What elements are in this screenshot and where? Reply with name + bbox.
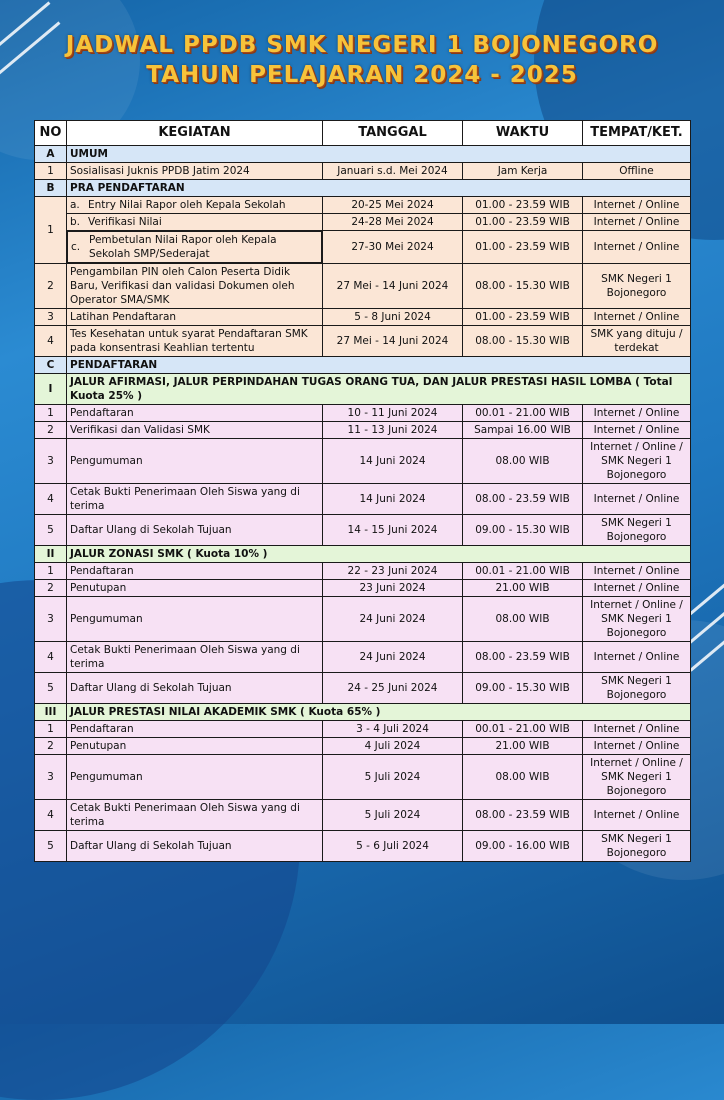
row-no: 3: [35, 309, 67, 326]
row-tempat: Internet / Online: [583, 563, 691, 580]
row-no: 3: [35, 597, 67, 642]
row-tempat: Internet / Online: [583, 309, 691, 326]
jalur-row: [35, 546, 691, 563]
row-kegiatan: Penutupan: [67, 580, 323, 597]
row-no: 3: [35, 755, 67, 800]
row-tempat: SMK Negeri 1 Bojonegoro: [583, 673, 691, 704]
row-no: 4: [35, 800, 67, 831]
title-line-1: JADWAL PPDB SMK NEGERI 1 BOJONEGORO: [65, 32, 659, 58]
row-tanggal: 4 Juli 2024: [323, 738, 463, 755]
table-row: [35, 405, 691, 422]
row-tanggal: 23 Juni 2024: [323, 580, 463, 597]
row-waktu: 08.00 - 23.59 WIB: [463, 642, 583, 673]
table-row: [35, 231, 691, 264]
row-kegiatan: Verifikasi dan Validasi SMK: [67, 422, 323, 439]
row-tanggal: 24 Juni 2024: [323, 597, 463, 642]
row-tempat: Internet / Online: [583, 231, 691, 264]
row-waktu: 08.00 - 23.59 WIB: [463, 800, 583, 831]
table-row: [35, 831, 691, 862]
section-label: PENDAFTARAN: [67, 357, 691, 374]
row-tanggal: 14 Juni 2024: [323, 439, 463, 484]
row-tempat: Internet / Online / SMK Negeri 1 Bojonegoro: [583, 755, 691, 800]
row-tempat: SMK Negeri 1 Bojonegoro: [583, 515, 691, 546]
row-waktu: 09.00 - 15.30 WIB: [463, 515, 583, 546]
row-no: 1: [35, 563, 67, 580]
jalur-no: III: [35, 704, 67, 721]
row-waktu: 09.00 - 15.30 WIB: [463, 673, 583, 704]
sub-letter: c.: [71, 241, 81, 253]
row-waktu: 08.00 - 15.30 WIB: [463, 326, 583, 357]
section-label: PRA PENDAFTARAN: [67, 180, 691, 197]
row-waktu: 08.00 WIB: [463, 439, 583, 484]
row-kegiatan: Daftar Ulang di Sekolah Tujuan: [67, 673, 323, 704]
row-waktu: 08.00 WIB: [463, 597, 583, 642]
header-tanggal: TANGGAL: [323, 121, 463, 146]
table-header-row: [35, 121, 691, 146]
row-kegiatan: Pengumuman: [67, 439, 323, 484]
jalur-label: JALUR AFIRMASI, JALUR PERPINDAHAN TUGAS ORANG TUA, DAN JALUR PRESTASI HASIL LOMBA ( Total Kuota 25% ): [67, 374, 691, 405]
row-waktu: 08.00 WIB: [463, 755, 583, 800]
title-line-2: TAHUN PELAJARAN 2024 - 2025: [146, 62, 578, 88]
row-tempat: Internet / Online: [583, 422, 691, 439]
row-kegiatan: Pendaftaran: [67, 721, 323, 738]
row-kegiatan: Penutupan: [67, 738, 323, 755]
table-row: [35, 163, 691, 180]
row-kegiatan: Pengumuman: [67, 597, 323, 642]
row-tanggal: Januari s.d. Mei 2024: [323, 163, 463, 180]
table-row: [35, 673, 691, 704]
row-no: 1: [35, 163, 67, 180]
row-kegiatan: Daftar Ulang di Sekolah Tujuan: [67, 515, 323, 546]
table-row: [35, 597, 691, 642]
row-tanggal: 20-25 Mei 2024: [323, 197, 463, 214]
table-row: [35, 422, 691, 439]
row-kegiatan: Sosialisasi Juknis PPDB Jatim 2024: [67, 163, 323, 180]
table-row: [35, 264, 691, 309]
section-no: C: [35, 357, 67, 374]
jalur-label: JALUR ZONASI SMK ( Kuota 10% ): [67, 546, 691, 563]
row-kegiatan: Pengambilan PIN oleh Calon Peserta Didik Baru, Verifikasi dan validasi Dokumen oleh Operator SMA/SMK: [67, 264, 323, 309]
section-row: [35, 180, 691, 197]
row-kegiatan: Cetak Bukti Penerimaan Oleh Siswa yang di terima: [67, 484, 323, 515]
row-kegiatan: Cetak Bukti Penerimaan Oleh Siswa yang di terima: [67, 800, 323, 831]
row-tempat: Internet / Online: [583, 580, 691, 597]
row-tanggal: 5 - 8 Juni 2024: [323, 309, 463, 326]
row-tempat: Internet / Online: [583, 721, 691, 738]
header-tempat: TEMPAT/KET.: [583, 121, 691, 146]
row-tempat: SMK Negeri 1 Bojonegoro: [583, 264, 691, 309]
row-kegiatan: Latihan Pendaftaran: [67, 309, 323, 326]
row-tempat: Internet / Online: [583, 214, 691, 231]
row-tanggal: 5 Juli 2024: [323, 800, 463, 831]
header-no: NO: [35, 121, 67, 146]
table-row: [35, 309, 691, 326]
row-waktu: Sampai 16.00 WIB: [463, 422, 583, 439]
row-waktu: 01.00 - 23.59 WIB: [463, 231, 583, 264]
jalur-no: I: [35, 374, 67, 405]
row-no: 5: [35, 515, 67, 546]
row-kegiatan: [67, 231, 322, 263]
row-waktu: 01.00 - 23.59 WIB: [463, 197, 583, 214]
row-no: 4: [35, 642, 67, 673]
row-tempat: SMK yang dituju / terdekat: [583, 326, 691, 357]
section-label: UMUM: [67, 146, 691, 163]
row-no: 1: [35, 721, 67, 738]
row-tanggal: 24 - 25 Juni 2024: [323, 673, 463, 704]
row-tanggal: 27-30 Mei 2024: [323, 231, 463, 264]
jalur-row: [35, 704, 691, 721]
table-row: [35, 738, 691, 755]
page-title: [0, 30, 724, 90]
row-tempat: Internet / Online: [583, 642, 691, 673]
row-no: 4: [35, 326, 67, 357]
row-no: 2: [35, 580, 67, 597]
row-waktu: 21.00 WIB: [463, 738, 583, 755]
jalur-row: [35, 374, 691, 405]
row-tanggal: 11 - 13 Juni 2024: [323, 422, 463, 439]
row-tempat: Internet / Online / SMK Negeri 1 Bojonegoro: [583, 597, 691, 642]
table-row: [35, 642, 691, 673]
row-waktu: Jam Kerja: [463, 163, 583, 180]
row-kegiatan: Daftar Ulang di Sekolah Tujuan: [67, 831, 323, 862]
table-row: [35, 197, 691, 214]
header-kegiatan: KEGIATAN: [67, 121, 323, 146]
row-tanggal: 24-28 Mei 2024: [323, 214, 463, 231]
row-no: 4: [35, 484, 67, 515]
row-tempat: Internet / Online / SMK Negeri 1 Bojonegoro: [583, 439, 691, 484]
row-tempat: Offline: [583, 163, 691, 180]
table-row: [35, 755, 691, 800]
row-tanggal: 5 - 6 Juli 2024: [323, 831, 463, 862]
row-waktu: 00.01 - 21.00 WIB: [463, 405, 583, 422]
row-kegiatan: Pendaftaran: [67, 563, 323, 580]
row-kegiatan: Tes Kesehatan untuk syarat Pendaftaran SMK pada konsentrasi Keahlian tertentu: [67, 326, 323, 357]
row-waktu: 21.00 WIB: [463, 580, 583, 597]
table-row: [35, 439, 691, 484]
row-tanggal: 14 - 15 Juni 2024: [323, 515, 463, 546]
row-no: 2: [35, 422, 67, 439]
row-kegiatan: Cetak Bukti Penerimaan Oleh Siswa yang di terima: [67, 642, 323, 673]
table-row: [35, 800, 691, 831]
row-waktu: 01.00 - 23.59 WIB: [463, 309, 583, 326]
schedule-table: [34, 120, 691, 862]
sub-kegiatan: Entry Nilai Rapor oleh Kepala Sekolah: [88, 199, 286, 211]
row-waktu: 00.01 - 21.00 WIB: [463, 563, 583, 580]
table-row: [35, 563, 691, 580]
sub-kegiatan: Pembetulan Nilai Rapor oleh Kepala Sekolah SMP/Sederajat: [89, 234, 277, 260]
section-no: A: [35, 146, 67, 163]
table-row: [35, 214, 691, 231]
row-tanggal: 10 - 11 Juni 2024: [323, 405, 463, 422]
row-tanggal: 27 Mei - 14 Juni 2024: [323, 326, 463, 357]
row-no: 3: [35, 439, 67, 484]
table-row: [35, 515, 691, 546]
row-tempat: Internet / Online: [583, 197, 691, 214]
row-no: 2: [35, 738, 67, 755]
jalur-label: JALUR PRESTASI NILAI AKADEMIK SMK ( Kuota 65% ): [67, 704, 691, 721]
header-waktu: WAKTU: [463, 121, 583, 146]
row-tempat: Internet / Online: [583, 405, 691, 422]
section-row: [35, 357, 691, 374]
row-tanggal: 5 Juli 2024: [323, 755, 463, 800]
row-no: 1: [35, 197, 67, 264]
sub-letter: a.: [70, 199, 80, 211]
row-waktu: 08.00 - 15.30 WIB: [463, 264, 583, 309]
row-kegiatan: Pengumuman: [67, 755, 323, 800]
table-row: [35, 326, 691, 357]
row-tempat: Internet / Online: [583, 800, 691, 831]
row-tanggal: 14 Juni 2024: [323, 484, 463, 515]
row-kegiatan: [67, 197, 323, 214]
row-waktu: 00.01 - 21.00 WIB: [463, 721, 583, 738]
row-tempat: Internet / Online: [583, 484, 691, 515]
section-row: [35, 146, 691, 163]
row-waktu: 09.00 - 16.00 WIB: [463, 831, 583, 862]
sub-kegiatan: Verifikasi Nilai: [88, 216, 162, 228]
jalur-no: II: [35, 546, 67, 563]
row-tempat: SMK Negeri 1 Bojonegoro: [583, 831, 691, 862]
row-no: 1: [35, 405, 67, 422]
row-tanggal: 3 - 4 Juli 2024: [323, 721, 463, 738]
row-kegiatan: [67, 214, 323, 231]
table-row: [35, 580, 691, 597]
row-no: 5: [35, 673, 67, 704]
row-no: 2: [35, 264, 67, 309]
row-tanggal: 24 Juni 2024: [323, 642, 463, 673]
row-tempat: Internet / Online: [583, 738, 691, 755]
row-no: 5: [35, 831, 67, 862]
section-no: B: [35, 180, 67, 197]
row-waktu: 08.00 - 23.59 WIB: [463, 484, 583, 515]
row-kegiatan: Pendaftaran: [67, 405, 323, 422]
row-waktu: 01.00 - 23.59 WIB: [463, 214, 583, 231]
row-tanggal: 27 Mei - 14 Juni 2024: [323, 264, 463, 309]
table-row: [35, 484, 691, 515]
table-row: [35, 721, 691, 738]
row-tanggal: 22 - 23 Juni 2024: [323, 563, 463, 580]
sub-letter: b.: [70, 216, 81, 228]
